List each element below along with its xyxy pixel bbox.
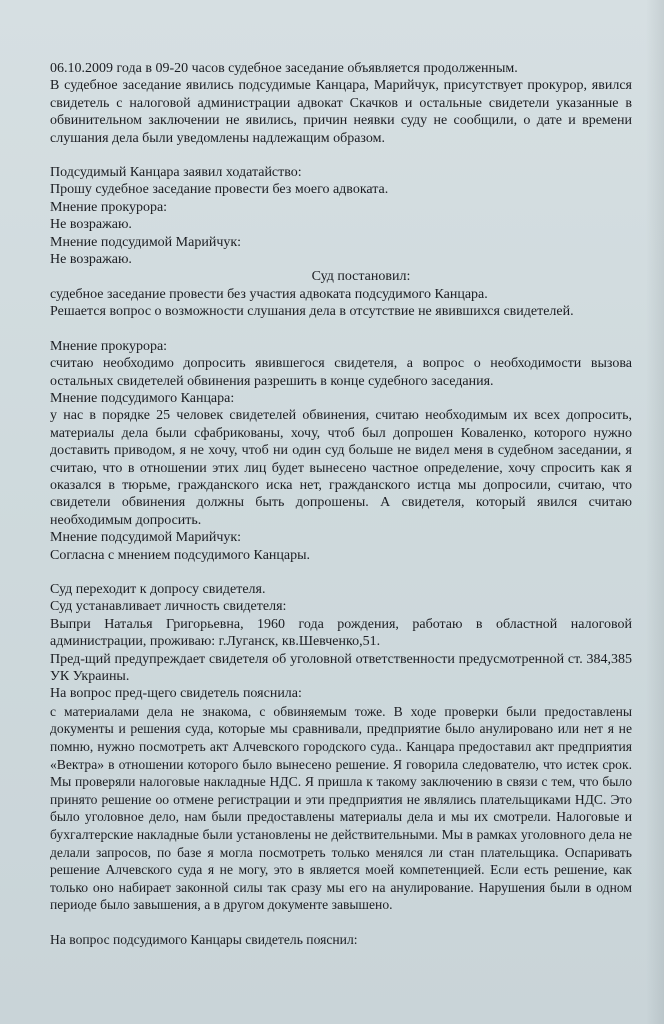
motion-text: Прошу судебное заседание провести без моего адвоката. — [50, 182, 389, 198]
spacer — [50, 321, 632, 338]
defendant-kantsara-opinion-heading: Мнение подсудимого Канцара: — [50, 390, 235, 406]
defendant-opinion-heading: Мнение подсудимой Марийчук: — [50, 234, 242, 250]
attendance-paragraph: В судебное заседание явились подсудимые Канцара, Марийчук, присутствует прокурор, явился свидетель с налоговой администрации адвокат Скачков и остальные свидетели указанные в обвинительном заключении не явились, причин неявки суду не сообщили, о дате и времени слушания дела были уведомлены надлежащим образом. — [50, 78, 632, 146]
spacer — [50, 914, 632, 931]
witness-testimony-text: с материалами дела не знакома, с обвиняемым тоже. В ходе проверки были предоставлены документы и решения суда, которые мы сравнивали, предприятие было анулировано или нет я не помню, нужно посмотреть акт Алчевского городского суда.. Канцара предоставил акт предприятия «Вектра» в отношении которого было вынесено решение. Я говорила следователю, что истек срок. Мы проверяли налоговые накладные НДС. Я пришла к такому заключению в связи с тем, что было принято решение оо отмене регистрации и эти предприятия не являлись плательщиками НДС. Это было уголовное дело, нам были предоставлены материалы дела и мы их смотрели. Налоговые и бухгалтерские накладные были установлены не действительными. Мы в рамках уголовного дела не делали запросов, по базе я могла посмотреть только менялся ли стан плательщика. Оспаривать решение Алчевского суда я не могу, это в является моей компетенцией. Если есть решение, как только оно набирает законной силы так сразу мы его на анулирование. Нарушения были в одном периоде было завышения, а в другом документе завышено. — [50, 703, 632, 913]
witness-warning-text: Пред-щий предупреждает свидетеля об уголовной ответственности предусмотренной ст. 384,385 УК Украины. — [50, 651, 632, 684]
motion-heading: Подсудимый Канцара заявил ходатайство: — [50, 165, 302, 181]
witness-answer-heading: На вопрос пред-щего свидетель пояснила: — [50, 686, 302, 702]
witness-absence-question: Решается вопрос о возможности слушания дела в отсутствие не явившихся свидетелей. — [50, 304, 574, 320]
defendant-question-heading: На вопрос подсудимого Канцары свидетель пояснил: — [50, 931, 358, 947]
spacer — [50, 147, 632, 164]
prosecutor-opinion-heading-2: Мнение прокурора: — [50, 338, 168, 354]
defendant-kantsara-opinion-text: у нас в порядке 25 человек свидетелей обвинения, считаю необходимым их всех допросить, материалы дела были сфабрикованы, хочу, чтоб был допрошен Коваленко, которого нужно доставить приводом, я не хочу, чтоб ни один суд больше не видел меня в судебном заседании, я считаю, что в отношении этих лиц будет вынесено частное определение, хочу спросить как я оказался в тюрьме, гражданского иска нет, гражданского истца мы допросили, считаю, что свидетели обвинения должны быть допрошены. А свидетеля, который явился считаю необходимым допросить. — [50, 408, 632, 528]
prosecutor-opinion-text-2: считаю необходимо допросить явившегося свидетеля, а вопрос о необходимости вызова остальных свидетелей обвинения разрешить в конце судебного заседания. — [50, 356, 632, 389]
witness-identity-heading: Суд устанавливает личность свидетеля: — [50, 599, 287, 615]
prosecutor-opinion-text: Не возражаю. — [50, 217, 132, 233]
defendant-mariychuk-opinion-text: Согласна с мнением подсудимого Канцары. — [50, 547, 311, 563]
court-ruling-heading: Суд постановил: — [311, 269, 411, 285]
defendant-opinion-text: Не возражаю. — [50, 252, 132, 268]
page-edge-shadow — [646, 0, 664, 1024]
court-ruling-text: судебное заседание провести без участия адвоката подсудимого Канцара. — [50, 286, 488, 302]
spacer — [50, 564, 632, 581]
witness-interrogation-start: Суд переходит к допросу свидетеля. — [50, 581, 266, 597]
session-opening-line: 06.10.2009 года в 09-20 часов судебное заседание объявляется продолженным. — [50, 61, 518, 76]
witness-identity-text: Выпри Наталья Григорьевна, 1960 года рождения, работаю в областной налоговой администрации, проживаю: г.Луганск, кв.Шевченко,51. — [50, 616, 632, 650]
defendant-mariychuk-opinion-heading: Мнение подсудимой Марийчук: — [50, 530, 242, 546]
prosecutor-opinion-heading: Мнение прокурора: — [50, 199, 168, 215]
